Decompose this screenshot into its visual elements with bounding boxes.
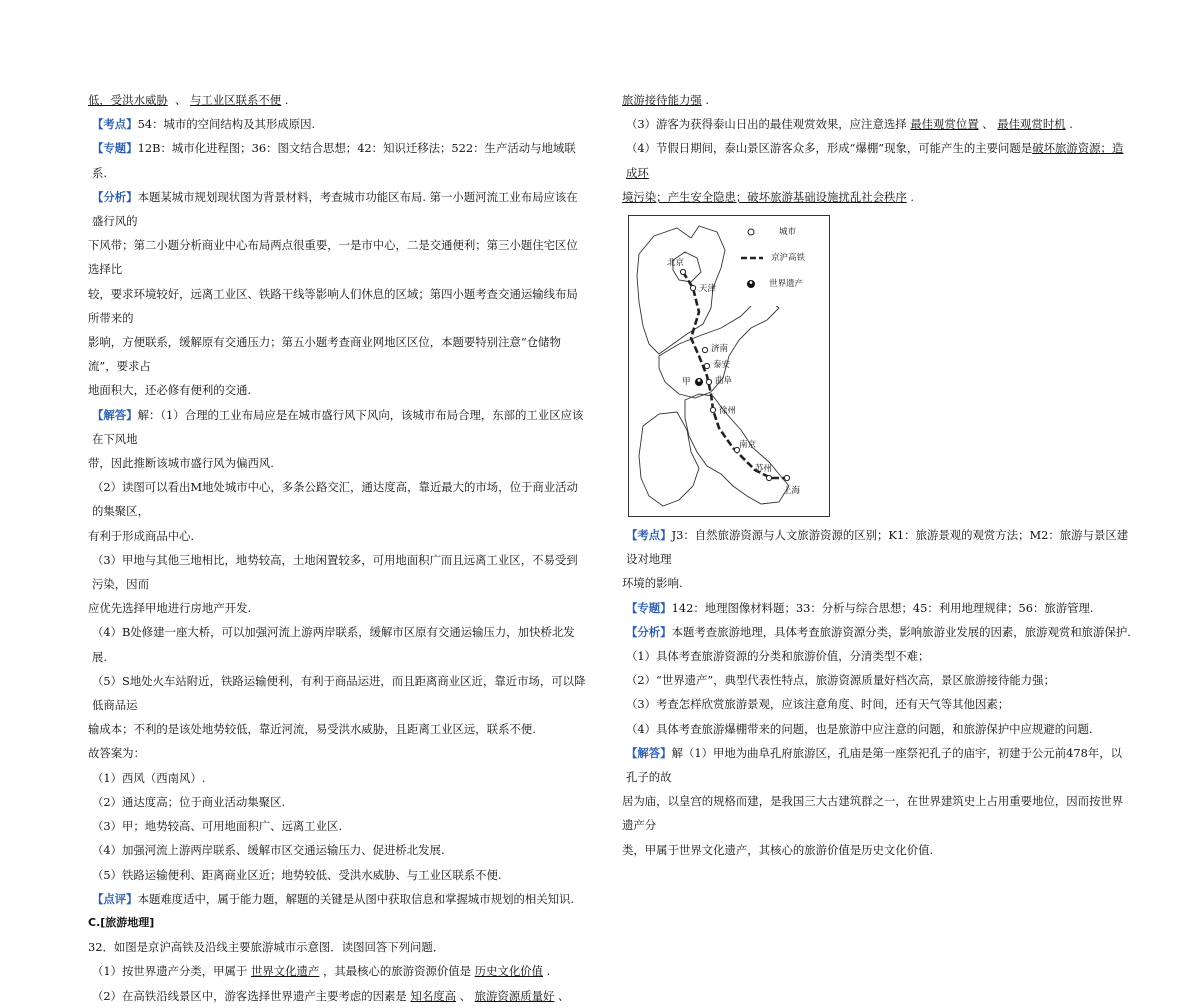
answer-blank: 最佳观赏时机 (997, 117, 1066, 132)
question-32: 32．如图是京沪高铁及沿线主要旅游城市示意图．读图回答下列问题． (88, 940, 445, 955)
section-title: C.[旅游地理] (88, 915, 155, 929)
fenxi-item: （1）具体考查旅游资源的分类和旅游价值，分清类型不难； (626, 649, 930, 664)
dianping-tag: 【点评】 (92, 891, 138, 906)
jieda-line: （3）甲地与其他三地相比，地势较高，土地闲置较多，可用地面积广而且远离工业区，不易受到污染，因而 (92, 552, 578, 592)
zhuanti-text: 12B：城市化进程图；36：图文结合思想；42：知识迁移法；522：生产活动与地域联系. (92, 141, 576, 180)
question-32-1: （1）按世界遗产分类，甲属于 世界文化遗产 ，其最核心的旅游资源价值是 历史文化价值 . (92, 964, 551, 979)
answer-blank: 低，受洪水威胁 (88, 93, 168, 107)
city-marker-jinan (702, 347, 707, 352)
answer-item: （3）甲；地势较高、可用地面积广、远离工业区. (92, 819, 343, 834)
legend-city-icon (748, 229, 754, 235)
jieda-line: 输成本；不利的是该处地势较低，靠近河流，易受洪水威胁，且距离工业区远，联系不便. (88, 722, 536, 737)
fenxi-line: 影响，方便联系，缓解原有交通压力；第五小题考查商业网地区区位，本题要特别注意“仓储物流”，要求占 (88, 335, 561, 374)
zhuanti-text: 142：地理图像材料题；33：分析与综合思想；45：利用地理规律；56：旅游管理. (671, 600, 1094, 615)
fenxi-item: （3）考查怎样欣赏旅游景观，应该注意角度、时间，还有天气等其他因素； (626, 697, 1010, 712)
jieda-line: （4）B处修建一座大桥，可以加强河流上游两岸联系，缓解市区原有交通运输压力，加快桥北发展. (92, 625, 575, 664)
map-figure (628, 215, 830, 517)
kaodian-tag: 【考点】 (92, 117, 138, 132)
question-32-2: （2）在高铁沿线景区中，游客选择世界遗产主要考虑的因素是 知名度高 、 旅游资源质量好 、 (92, 988, 570, 1003)
city-label: 泰安 (713, 360, 731, 371)
fenxi-text: 本题某城市规划现状图为背景材料，考查城市功能区布局. 第一小题河流工业布局应该在盛行风的 (92, 189, 578, 229)
fenxi-tag: 【分析】 (92, 189, 138, 204)
left-column (88, 88, 588, 1008)
jieda-line: 类，甲属于世界文化遗产，其核心的旅游价值是历史文化价值. (622, 842, 934, 857)
zhuanti-tag: 【专题】 (92, 141, 138, 156)
city-label: 苏州 (755, 464, 773, 475)
answer-blank: 世界文化遗产 (250, 964, 320, 979)
city-marker-tianjin (690, 285, 695, 290)
answer-item: （5）铁路运输便利、距离商业区近；地势较低、受洪水威胁、与工业区联系不便. (92, 867, 502, 882)
city-marker-taian (704, 363, 709, 368)
question-text: ，其最核心的旅游资源价值是 (322, 964, 472, 979)
jieda-text: 解（1）甲地为曲阜孔府旅游区，孔庙是第一座祭祀孔子的庙宇，初建于公元前478年，以孔子的故 (626, 745, 1123, 785)
jieda-tag: 【解答】 (626, 745, 672, 760)
question-text: （1）按世界遗产分类，甲属于 (92, 964, 248, 979)
city-label: 济南 (711, 344, 729, 355)
legend-rail-label: 京沪高铁 (771, 253, 806, 264)
question-text: （3）游客为获得泰山日出的最佳观赏效果，应注意选择 (626, 117, 907, 132)
answer-blank: 境污染；产生安全隐患；破坏旅游基础设施扰乱社会秩序 (622, 189, 907, 204)
fenxi-paragraph (622, 620, 1132, 644)
city-label: 上海 (783, 486, 801, 497)
jieda-line: （5）S地处火车站附近，铁路运输便利，有利于商品运进，而且距离商业区近，靠近市场，可以降低商品运 (92, 673, 586, 713)
fenxi-line: 较，要求环境较好，远离工业区、铁路干线等影响人们休息的区域；第四小题考查交通运输线布局所带来的 (88, 286, 578, 325)
city-marker-xuzhou (710, 407, 715, 412)
city-marker-suzhou (766, 475, 771, 480)
question-text: （2）在高铁沿线景区中，游客选择世界遗产主要考虑的因素是 (92, 988, 407, 1003)
answer-blank: 知名度高 (410, 988, 456, 1003)
answer-item: （1）西风（西南风）. (92, 770, 206, 785)
jieda-tag: 【解答】 (92, 407, 138, 422)
dianping-text: 本题难度适中，属于能力题，解题的关键是从图中获取信息和掌握城市规划的相关知识. (137, 891, 575, 906)
dianping-paragraph (88, 887, 588, 911)
kaodian-tag: 【考点】 (626, 528, 672, 543)
question-32-4 (622, 136, 1132, 184)
fenxi-tag: 【分析】 (626, 624, 672, 639)
question-32-3: （3）游客为获得泰山日出的最佳观赏效果，应注意选择 最佳观赏位置 、 最佳观赏时机 . (626, 117, 1073, 132)
fenxi-line: 下风带；第二小题分析商业中心布局两点很重要，一是市中心，二是交通便利；第三小题住宅区位选择比 (88, 238, 578, 277)
jieda-line: 带，因此推断该城市盛行风为偏西风. (88, 456, 274, 471)
zhuanti-paragraph (622, 596, 1132, 620)
answer-blank: 破坏旅游资源；造成环 (626, 141, 1124, 180)
jieda-line: 居为庙，以皇宫的规格而建，是我国三大古建筑群之一，在世界建筑史上占用重要地位，因而按世界遗产分 (622, 794, 1124, 833)
city-marker-qufu (706, 379, 711, 384)
jieda-line: 有利于形成商品中心. (88, 528, 195, 543)
city-label: 曲阜 (715, 376, 733, 387)
kaodian-text: 54：城市的空间结构及其形成原因. (137, 117, 316, 132)
right-column (622, 88, 1132, 862)
answer-blank: 旅游资源质量好 (474, 988, 555, 1003)
kaodian-paragraph (88, 112, 588, 136)
jieda-line (622, 741, 1132, 789)
answer-line: 旅游接待能力强 . (622, 93, 709, 107)
fenxi-item: （2）“世界遗产”，典型代表性特点，旅游资源质量好档次高，景区旅游接待能力强； (626, 673, 1055, 688)
region-anhui (639, 412, 699, 506)
city-label: 徐州 (719, 406, 737, 417)
fenxi-item: （4）具体考查旅游爆棚带来的问题，也是旅游中应注意的问题，和旅游保护中应规避的问题. (626, 721, 1093, 736)
legend-city-label: 城市 (779, 227, 797, 238)
question-text: （4）节假日期间，泰山景区游客众多，形成“爆棚”现象，可能产生的主要问题是 (626, 141, 1033, 156)
zhuanti-paragraph (88, 136, 588, 184)
legend-heritage-label: 世界遗产 (769, 279, 804, 290)
jieda-line: （2）读图可以看出M地处城市中心，多条公路交汇，通达度高，靠近最大的市场，位于商业活动的集聚区， (92, 480, 578, 519)
fenxi-line (88, 185, 588, 233)
answer-blank: 与工业区联系不便 (190, 93, 282, 107)
city-marker-shanghai (784, 475, 789, 480)
answer-blank: 最佳观赏位置 (910, 117, 979, 132)
kaodian-line: 环境的影响. (622, 576, 683, 591)
fenxi-text: 本题考查旅游地理，具体考查旅游资源分类，影响旅游业发展的因素，旅游观赏和旅游保护. (671, 624, 1131, 639)
city-label: 天津 (699, 284, 717, 295)
jieda-text: 解：（1）合理的工业布局应是在城市盛行风下风向，该城市布局合理，东部的工业区应该在下风地 (92, 407, 584, 446)
fenxi-line: 地面积大，还必修有便利的交通. (88, 383, 252, 398)
answer-line: 低，受洪水威胁 、 与工业区联系不便 . (88, 93, 289, 107)
city-label: 北京 (667, 258, 685, 269)
kaodian-line (622, 523, 1132, 571)
jieda-line: 故答案为： (88, 746, 145, 761)
kaodian-text: J3：自然旅游资源与人文旅游资源的区别；K1：旅游景观的观赏方法；M2：旅游与景区建设对地理 (626, 528, 1129, 567)
jia-label: 甲 (682, 377, 691, 388)
jieda-line: 应优先选择甲地进行房地产开发. (88, 601, 252, 616)
question-32-4-cont: 境污染；产生安全隐患；破坏旅游基础设施扰乱社会秩序 . (622, 189, 915, 204)
city-marker-beijing (680, 269, 685, 274)
answer-item: （4）加强河流上游两岸联系、缓解市区交通运输压力、促进桥北发展. (92, 843, 445, 858)
jieda-line (88, 403, 588, 451)
zhuanti-tag: 【专题】 (626, 600, 672, 615)
answer-item: （2）通达度高；位于商业活动集聚区. (92, 794, 286, 809)
answer-blank: 历史文化价值 (474, 964, 544, 979)
city-label: 南京 (739, 440, 757, 451)
answer-blank: 旅游接待能力强 (622, 93, 702, 107)
